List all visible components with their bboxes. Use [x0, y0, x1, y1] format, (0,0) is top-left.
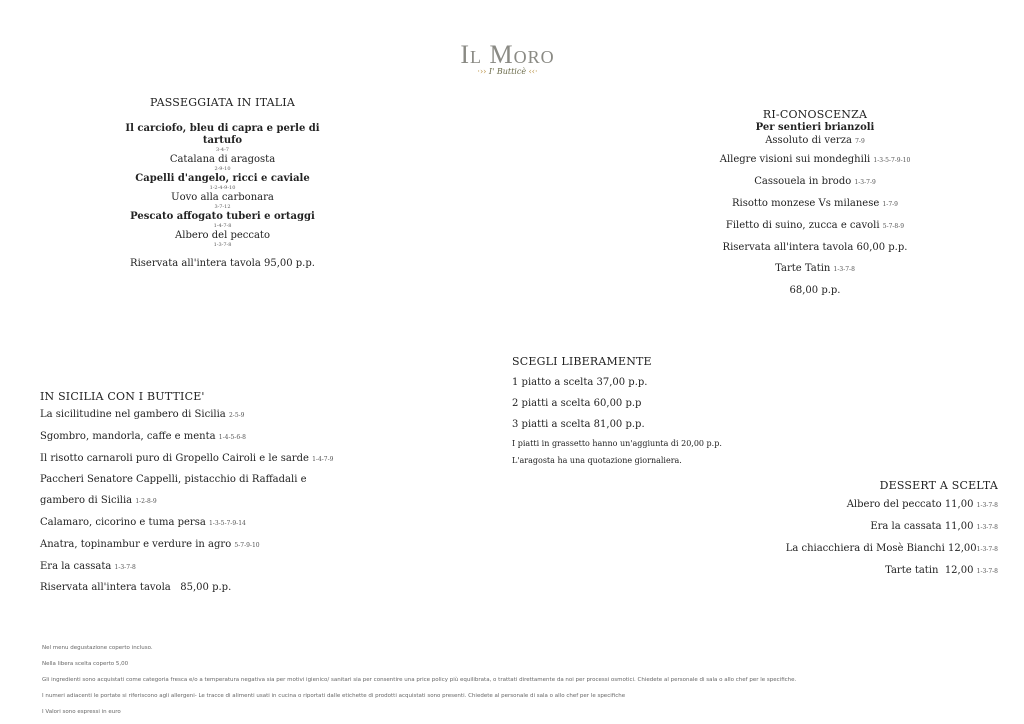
price-option: 3 piatti a scelta 81,00 p.p.: [512, 419, 645, 430]
menu-item: Il risotto carnaroli puro di Gropello Cairoli e le sarde 1-4-7-9: [40, 452, 334, 464]
menu-price: Riservata all'intera tavola 95,00 p.p.: [130, 258, 315, 269]
note: I piatti in grassetto hanno un'aggiunta di 20,00 p.p.: [512, 439, 722, 448]
menu-price: 68,00 p.p.: [789, 285, 841, 296]
section-sicilia: [40, 390, 370, 599]
dessert-item: Albero del peccato 11,00 1-3-7-8: [846, 499, 998, 510]
menu-item: Filetto di suino, zucca e cavoli 5-7-8-9: [725, 220, 905, 231]
footer-note: I numeri adiacenti le portate si riferiscono agli allergeni- Le tracce di alimenti usati in cucina o riportati dalle etichette di prodotti acquistati sono presenti. Chiedete al personale di sala o allo chef per le specifiche: [42, 693, 626, 699]
section-riconoscenza: [700, 108, 930, 301]
section-title: SCEGLI LIBERAMENTE: [512, 355, 652, 368]
allergen-codes: 1-2-4-9-10: [209, 185, 236, 191]
menu-item: Il carciofo, bleu di capra e perle di tartufo: [125, 123, 320, 146]
section-title: RI-CONOSCENZA: [762, 108, 868, 121]
price-option: 2 piatti a scelta 60,00 p.p: [512, 398, 642, 409]
dessert-item: Era la cassata 11,00 1-3-7-8: [870, 521, 998, 532]
menu-item: Cassouela in brodo 1-3-7-9: [754, 176, 876, 187]
section-dessert: [700, 479, 998, 582]
section-title: IN SICILIA CON I BUTTICE': [40, 390, 205, 403]
dessert-item: La chiacchiera di Mosè Bianchi 12,001-3-7-8: [785, 543, 998, 554]
menu-item: Allegre visioni sui mondeghili 1-3-5-7-9-10: [719, 154, 911, 165]
price-option: 1 piatto a scelta 37,00 p.p.: [512, 377, 648, 388]
menu-item: Paccheri Senatore Cappelli, pistacchio di Raffadali e: [40, 474, 307, 486]
menu-item: Catalana di aragosta: [169, 154, 276, 165]
menu-item: Tarte Tatin 1-3-7-8: [775, 263, 855, 274]
section-title: PASSEGGIATA IN ITALIA: [150, 96, 295, 109]
note: L'aragosta ha una quotazione giornaliera.: [512, 456, 682, 465]
section-subtitle: Per sentieri brianzoli: [755, 122, 875, 133]
allergen-codes: 3-7-12: [214, 204, 231, 210]
menu-item: Calamaro, cicorino e tuma persa 1-3-5-7-9-14: [40, 516, 246, 528]
menu-price: Riservata all'intera tavola 60,00 p.p.: [722, 242, 908, 253]
allergen-codes: 2-9-10: [214, 166, 231, 172]
menu-item: Uovo alla carbonara: [171, 192, 274, 203]
restaurant-logo-subtitle: ·›› I' Butticè ‹‹·: [477, 67, 538, 76]
menu-item: La sicilitudine nel gambero di Sicilia 2-5-9: [40, 409, 245, 420]
footer-note: Gli ingredienti sono acquistati come categoria fresca e/o a temperatura negativa sia per motivi igienico/ sanitari sia per consentire una price policy più equilibrata, o trattati direttamente da noi per processi osmotici. Chiedete al personale di sala o allo chef per le specifiche.: [42, 677, 797, 683]
menu-item: Sgombro, mandorla, caffe e menta 1-4-5-6-8: [40, 430, 246, 442]
section-passeggiata: [110, 96, 335, 269]
footer-note: Nella libera scelta coperto 5,00: [42, 661, 129, 667]
menu-item: Anatra, topinambur e verdure in agro 5-7-9-10: [40, 538, 260, 550]
allergen-codes: 3-4-7: [216, 147, 229, 153]
menu-item: Assoluto di verza 7-9: [765, 135, 865, 146]
logo-subtitle-text: I' Butticè: [488, 67, 527, 76]
menu-item: Risotto monzese Vs milanese 1-7-9: [732, 198, 898, 209]
menu-item: gambero di Sicilia 1-2-8-9: [40, 495, 157, 507]
dessert-item: Tarte tatin 12,00 1-3-7-8: [885, 565, 998, 576]
menu-item: Capelli d'angelo, ricci e caviale: [135, 173, 310, 184]
menu-item: Albero del peccato: [175, 230, 270, 241]
allergen-codes: 1-3-7-8: [213, 242, 232, 248]
footer-note: I Valori sono espressi in euro: [42, 709, 121, 715]
allergen-codes: 1-4-7-8: [213, 223, 232, 229]
menu-item: Pescato affogato tuberi e ortaggi: [130, 211, 315, 222]
restaurant-logo-title: Il Moro: [460, 40, 555, 69]
section-scegli: [512, 355, 812, 469]
section-title: DESSERT A SCELTA: [879, 479, 998, 492]
menu-price: Riservata all'intera tavola 85,00 p.p.: [40, 582, 232, 594]
footer-note: Nel menu degustazione coperto incluso.: [42, 645, 153, 651]
menu-item: Era la cassata 1-3-7-8: [40, 560, 136, 572]
